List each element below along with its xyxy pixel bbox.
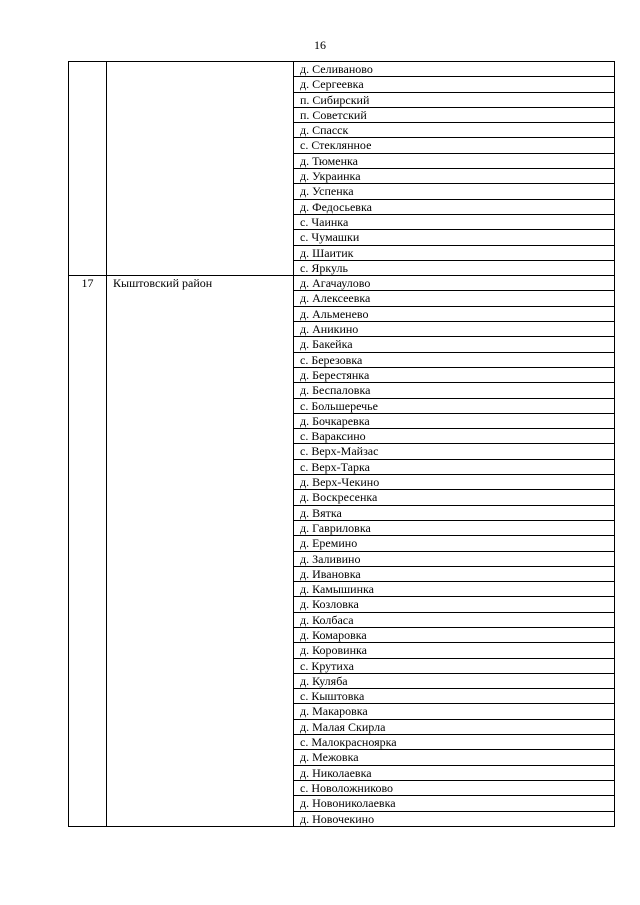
settlement-cell: с. Верх-Тарка: [294, 459, 615, 474]
table-row: [69, 276, 615, 291]
settlement-cell: д. Ивановка: [294, 566, 615, 581]
page-number: 16: [314, 38, 326, 52]
row-number-cell: 17: [69, 276, 107, 827]
settlement-cell: д. Куляба: [294, 673, 615, 688]
settlement-cell: д. Бакейка: [294, 337, 615, 352]
settlement-cell: д. Бочкаревка: [294, 413, 615, 428]
settlement-cell: д. Колбаса: [294, 612, 615, 627]
settlement-cell: д. Комаровка: [294, 627, 615, 642]
settlement-cell: д. Беспаловка: [294, 383, 615, 398]
settlement-cell: д. Козловка: [294, 597, 615, 612]
settlement-cell: с. Верх-Майзас: [294, 444, 615, 459]
settlement-cell: д. Спасск: [294, 123, 615, 138]
settlement-cell: д. Воскресенка: [294, 490, 615, 505]
settlement-cell: с. Крутиха: [294, 658, 615, 673]
settlement-cell: с. Новоложниково: [294, 780, 615, 795]
settlement-cell: с. Яркуль: [294, 260, 615, 275]
settlement-cell: д. Макаровка: [294, 704, 615, 719]
settlement-cell: д. Новониколаевка: [294, 796, 615, 811]
settlement-cell: с. Вараксино: [294, 429, 615, 444]
settlement-cell: д. Шаитик: [294, 245, 615, 260]
settlement-cell: д. Заливино: [294, 551, 615, 566]
settlement-cell: с. Стеклянное: [294, 138, 615, 153]
settlement-cell: д. Верх-Чекино: [294, 475, 615, 490]
settlement-cell: с. Чаинка: [294, 214, 615, 229]
settlement-cell: д. Новочекино: [294, 811, 615, 826]
settlement-cell: д. Алексеевка: [294, 291, 615, 306]
settlement-cell: с. Большеречье: [294, 398, 615, 413]
settlement-cell: д. Селиваново: [294, 62, 615, 77]
settlement-cell: с. Березовка: [294, 352, 615, 367]
settlement-cell: д. Гавриловка: [294, 520, 615, 535]
settlement-cell: д. Межовка: [294, 750, 615, 765]
settlement-cell: д. Тюменка: [294, 153, 615, 168]
settlement-cell: д. Агачаулово: [294, 276, 615, 291]
settlement-cell: с. Чумашки: [294, 230, 615, 245]
settlement-cell: д. Берестянка: [294, 367, 615, 382]
settlement-cell: с. Малокрасноярка: [294, 735, 615, 750]
settlement-cell: д. Николаевка: [294, 765, 615, 780]
settlement-cell: д. Сергеевка: [294, 77, 615, 92]
settlement-cell: д. Малая Скирла: [294, 719, 615, 734]
settlement-cell: п. Сибирский: [294, 92, 615, 107]
settlement-cell: д. Вятка: [294, 505, 615, 520]
settlement-cell: д. Альменево: [294, 306, 615, 321]
settlement-cell: д. Украинка: [294, 169, 615, 184]
table-row: [69, 62, 615, 77]
settlement-cell: д. Аникино: [294, 322, 615, 337]
settlement-cell: д. Еремино: [294, 536, 615, 551]
settlement-cell: д. Камышинка: [294, 582, 615, 597]
settlement-cell: п. Советский: [294, 107, 615, 122]
settlement-cell: д. Успенка: [294, 184, 615, 199]
district-name-cell: Кыштовский район: [107, 276, 294, 827]
settlements-table: [68, 61, 615, 827]
district-name-cell: [107, 62, 294, 276]
settlement-cell: д. Коровинка: [294, 643, 615, 658]
settlement-cell: с. Кыштовка: [294, 689, 615, 704]
row-number-cell: [69, 62, 107, 276]
settlement-cell: д. Федосьевка: [294, 199, 615, 214]
